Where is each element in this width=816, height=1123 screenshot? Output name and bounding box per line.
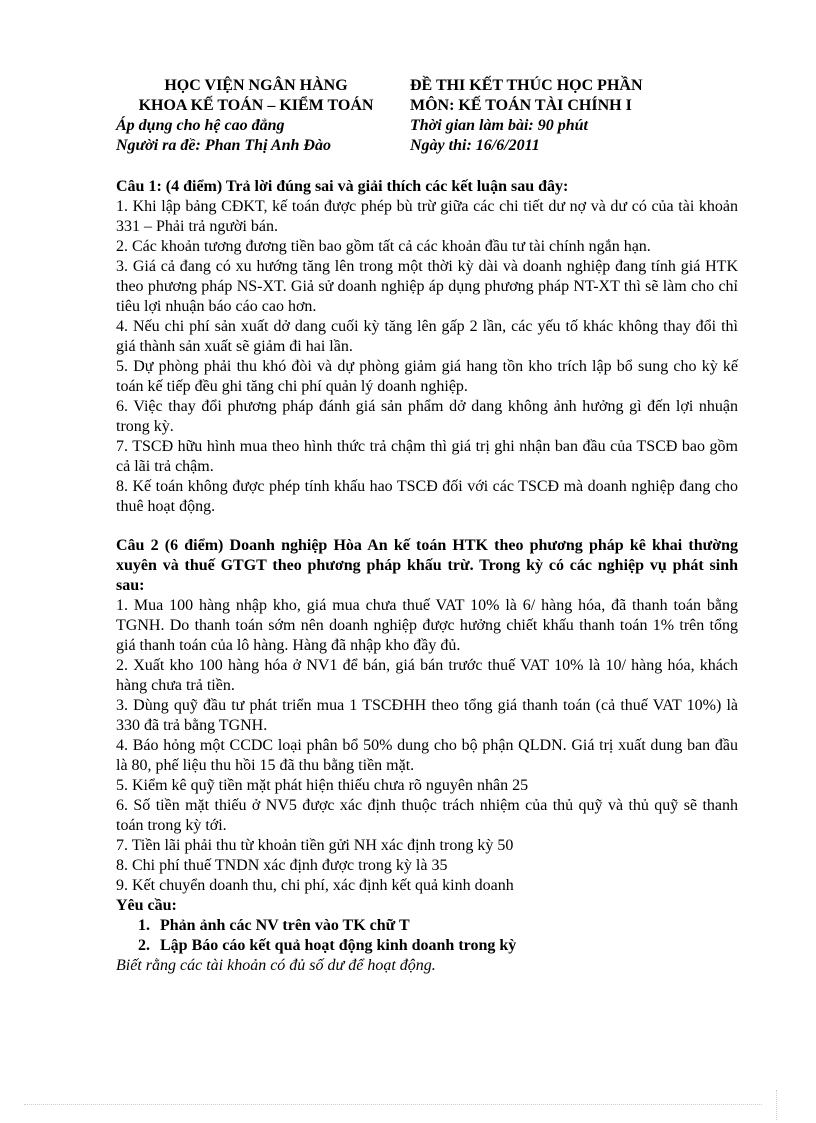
requirement-item — [116, 916, 738, 936]
page-bottom-guide — [24, 1104, 762, 1105]
question-2-item: 3. Dùng quỹ đầu tư phát triển mua 1 TSCĐHH theo tổng giá thanh toán (cả thuế VAT 10%) là 330 đã trả bằng TGNH. — [116, 697, 738, 734]
question-1-item: 3. Giá cả đang có xu hướng tăng lên trong một thời kỳ dài và doanh nghiệp đang tính giá HTK theo phương pháp NS-XT. Giả sử doanh nghiệp áp dụng phương pháp NT-XT thì sẽ làm cho chỉ tiêu lợi nhuận báo cáo cao hơn. — [116, 258, 738, 315]
exam-note: Biết rằng các tài khoản có đủ số dư để hoạt động. — [116, 957, 436, 974]
requirement-text: Lập Báo cáo kết quả hoạt động kinh doanh trong kỳ — [160, 937, 517, 954]
question-2-item: 1. Mua 100 hàng nhập kho, giá mua chưa thuế VAT 10% là 6/ hàng hóa, đã thanh toán bằng TGNH. Do thanh toán sớm nên doanh nghiệp được hưởng chiết khấu thanh toán 1% trên tổng giá thanh toán của lô hàng. Hàng đã nhập kho đầy đủ. — [116, 597, 738, 654]
section-gap — [116, 517, 738, 536]
question-2-item: 5. Kiểm kê quỹ tiền mặt phát hiện thiếu chưa rõ nguyên nhân 25 — [116, 777, 529, 794]
page-corner-guide — [776, 1090, 777, 1120]
exam-header — [116, 76, 736, 156]
question-1-item: 8. Kế toán không được phép tính khấu hao TSCĐ đối với các TSCĐ mà doanh nghiệp đang cho thuê hoạt động. — [116, 478, 738, 515]
question-2-title: Câu 2 (6 điểm) Doanh nghiệp Hòa An kế toán HTK theo phương pháp kê khai thường xuyên và thuế GTGT theo phương pháp khấu trừ. Trong kỳ có các nghiệp vụ phát sinh sau: — [116, 537, 738, 594]
requirements-title: Yêu cầu: — [116, 897, 177, 914]
question-1-item: 1. Khi lập bảng CĐKT, kế toán được phép bù trừ giữa các chi tiết dư nợ và dư có của tài khoản 331 – Phải trả người bán. — [116, 198, 738, 235]
question-2-item: 4. Báo hỏng một CCDC loại phân bổ 50% dung cho bộ phận QLDN. Giá trị xuất dung ban đầu là 80, phế liệu thu hồi 15 đã thu bằng tiền mặt. — [116, 737, 738, 774]
applicable-level: Áp dụng cho hệ cao đẳng — [116, 117, 285, 134]
requirement-text: Phản ảnh các NV trên vào TK chữ T — [160, 917, 410, 934]
question-2-item: 6. Số tiền mặt thiếu ở NV5 được xác định thuộc trách nhiệm của thủ quỹ và thủ quỹ sẽ thanh toán trong kỳ tới. — [116, 797, 738, 834]
question-1-item: 7. TSCĐ hữu hình mua theo hình thức trả chậm thì giá trị ghi nhận ban đầu của TSCĐ bao gồm cả lãi trả chậm. — [116, 438, 738, 475]
requirement-number: 1. — [138, 917, 150, 934]
requirement-number: 2. — [138, 937, 150, 954]
exam-author: Người ra đề: Phan Thị Anh Đào — [116, 137, 331, 154]
exam-body — [116, 177, 738, 976]
department-name: KHOA KẾ TOÁN – KIỂM TOÁN — [138, 97, 374, 114]
exam-date: Ngày thi: 16/6/2011 — [410, 137, 540, 154]
subject-name: MÔN: KẾ TOÁN TÀI CHÍNH I — [410, 97, 632, 114]
question-1-item: 5. Dự phòng phải thu khó đòi và dự phòng giảm giá hang tồn kho trích lập bổ sung cho kỳ kế toán kế tiếp đều ghi tăng chi phí quản lý doanh nghiệp. — [116, 358, 738, 395]
question-2-item: 8. Chi phí thuế TNDN xác định được trong kỳ là 35 — [116, 857, 448, 874]
exam-duration: Thời gian làm bài: 90 phút — [410, 117, 588, 134]
question-1-item: 4. Nếu chi phí sản xuất dở dang cuối kỳ tăng lên gấp 2 lần, các yếu tố khác không thay đổi thì giá thành sản xuất sẽ giảm đi hai lần. — [116, 318, 738, 355]
question-1-item: 2. Các khoản tương đương tiền bao gồm tất cả các khoản đầu tư tài chính ngắn hạn. — [116, 238, 651, 255]
exam-title: ĐỀ THI KẾT THÚC HỌC PHẦN — [410, 77, 643, 94]
question-1-item: 6. Việc thay đổi phương pháp đánh giá sản phẩm dở dang không ảnh hưởng gì đến lợi nhuận trong kỳ. — [116, 398, 738, 435]
question-1-title: Câu 1: (4 điểm) Trả lời đúng sai và giải thích các kết luận sau đây: — [116, 178, 569, 195]
question-2-item: 7. Tiền lãi phải thu từ khoản tiền gửi NH xác định trong kỳ 50 — [116, 837, 514, 854]
institution-name: HỌC VIỆN NGÂN HÀNG — [164, 77, 348, 94]
question-2-item: 9. Kết chuyển doanh thu, chi phí, xác định kết quả kinh doanh — [116, 877, 514, 894]
requirement-item — [116, 936, 738, 956]
question-2-item: 2. Xuất kho 100 hàng hóa ở NV1 để bán, giá bán trước thuế VAT 10% là 10/ hàng hóa, khách hàng chưa trả tiền. — [116, 657, 738, 694]
